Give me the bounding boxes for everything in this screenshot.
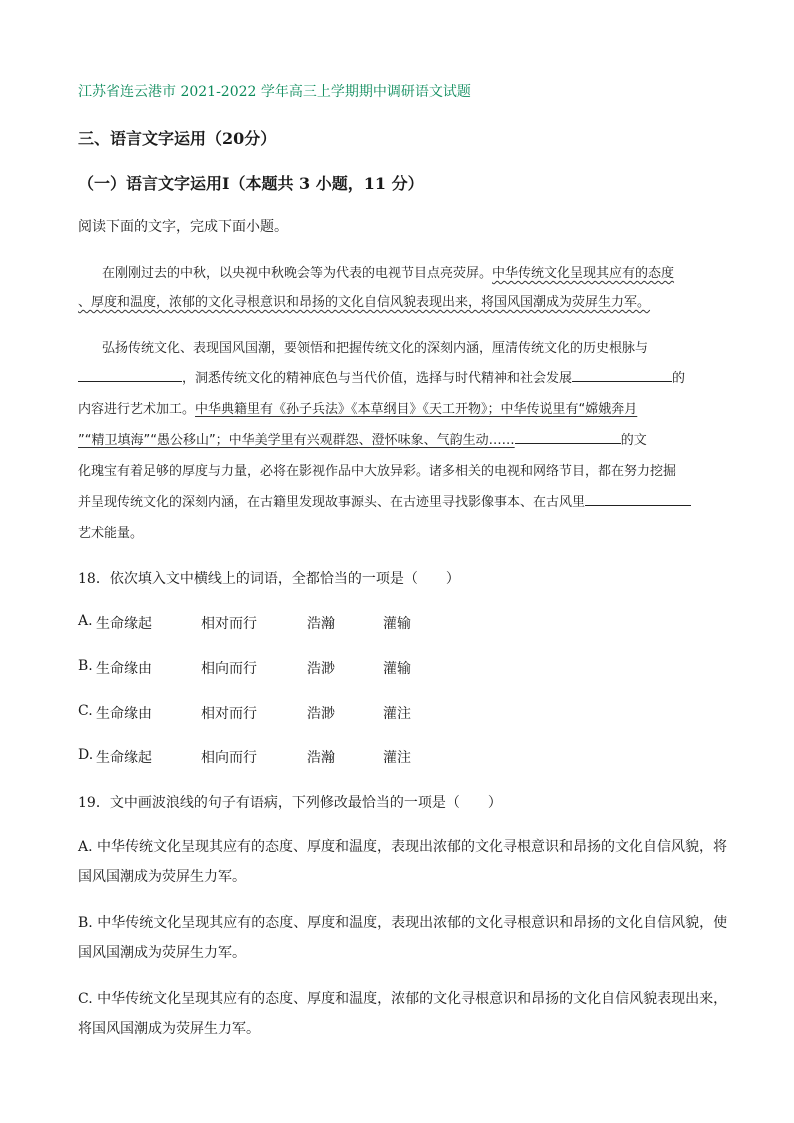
option-word-1: 生命缘由 [96, 661, 152, 677]
question-19-stem: 19．文中画波浪线的句子有语病，下列修改最恰当的一项是（ ） [78, 795, 502, 811]
passage-text: 并呈现传统文化的深刻内涵，在古籍里发现故事源头、在古迹里寻找影像事本、在古风里 [78, 495, 586, 510]
option-word-2: 相对而行 [201, 706, 257, 722]
fill-blank-2 [572, 369, 672, 382]
option-word-2: 相向而行 [201, 661, 257, 677]
option-word-2: 相向而行 [201, 750, 257, 766]
option-word-4: 灌输 [383, 661, 411, 677]
passage-paragraph-1-line-2 [78, 291, 650, 310]
fill-blank-4 [585, 493, 691, 506]
option-word-1: 生命缘由 [96, 706, 152, 722]
passage-paragraph-2-line-3 [78, 398, 637, 417]
passage-text: 在刚刚过去的中秋，以央视中秋晚会等为代表的电视节目点亮荧屏。 [102, 266, 493, 281]
option-word-1: 生命缘起 [96, 616, 152, 632]
option-text: C. 中华传统文化呈现其应有的态度、厚度和温度，浓郁的文化寻根意识和昂扬的文化自信风貌表现出来， [78, 991, 728, 1007]
wavy-underlined-sentence: 、厚度和温度，浓郁的文化寻根意识和昂扬的文化自信风貌表现出来，将国风国潮成为荧屏生力军。 [78, 295, 651, 310]
fill-blank-3 [515, 431, 621, 444]
option-text: 将国风国潮成为荧屏生力军。 [78, 1021, 260, 1037]
passage-text: ，洞悉传统文化的精神底色与当代价值，选择与时代精神和社会发展 [182, 371, 573, 386]
option-text: 国风国潮成为荧屏生力军。 [78, 869, 246, 885]
option-word-4: 灌输 [383, 616, 411, 632]
wavy-underlined-sentence: 中华传统文化呈现其应有的态度 [492, 266, 675, 281]
fill-blank-1 [78, 369, 182, 382]
passage-paragraph-2-line-5: 化瑰宝有着足够的厚度与力量，必将在影视作品中大放异彩。诸多相关的电视和网络节目，都在努力挖掘 [78, 464, 677, 479]
passage-text: 的 [672, 371, 686, 386]
passage-paragraph-2-line-2 [78, 367, 685, 386]
option-word-3: 浩渺 [307, 706, 335, 722]
option-text: B. 中华传统文化呈现其应有的态度、厚度和温度，表现出浓郁的文化寻根意识和昂扬的文化自信风貌，使 [78, 915, 728, 931]
section-title: 三、语言文字运用（20分） [78, 129, 277, 148]
question-18-stem: 18．依次填入文中横线上的词语，全都恰当的一项是（ ） [78, 571, 460, 587]
option-label: C. [78, 703, 93, 719]
passage-paragraph-2-line-6 [78, 491, 691, 510]
passage-paragraph-2-line-7: 艺术能量。 [78, 526, 144, 541]
option-label: B. [78, 658, 93, 674]
passage-text: 内容进行艺术加工。 [78, 402, 196, 417]
subsection-title: （一）语言文字运用Ⅰ（本题共 3 小题，11 分） [78, 174, 424, 193]
underlined-sentence: 中华典籍里有《孙子兵法》《本草纲目》《天工开物》；中华传说里有“嫦娥奔月 [195, 402, 638, 417]
option-label: D. [78, 747, 94, 763]
option-word-3: 浩瀚 [307, 750, 335, 766]
option-text: A. 中华传统文化呈现其应有的态度、厚度和温度，表现出浓郁的文化寻根意识和昂扬的文化自信风貌，将 [78, 839, 728, 855]
option-text: 国风国潮成为荧屏生力军。 [78, 945, 246, 961]
option-word-2: 相对而行 [201, 616, 257, 632]
option-word-4: 灌注 [383, 706, 411, 722]
document-header-title: 江苏省连云港市 2021-2022 学年高三上学期期中调研语文试题 [78, 84, 471, 100]
option-word-1: 生命缘起 [96, 750, 152, 766]
passage-paragraph-1-line-1 [102, 262, 674, 281]
option-word-3: 浩渺 [307, 661, 335, 677]
passage-paragraph-2-line-1: 弘扬传统文化、表现国风国潮，要领悟和把握传统文化的深刻内涵，厘清传统文化的历史根脉与 [102, 341, 649, 356]
passage-text: 的文 [620, 433, 647, 448]
option-word-3: 浩瀚 [307, 616, 335, 632]
reading-instruction: 阅读下面的文字，完成下面小题。 [78, 219, 288, 235]
passage-paragraph-2-line-4 [78, 429, 647, 448]
option-word-4: 灌注 [383, 750, 411, 766]
option-label: A. [78, 613, 93, 629]
underlined-sentence: ”“精卫填海”“愚公移山”；中华美学里有兴观群怨、澄怀味象、气韵生动…… [78, 433, 515, 448]
